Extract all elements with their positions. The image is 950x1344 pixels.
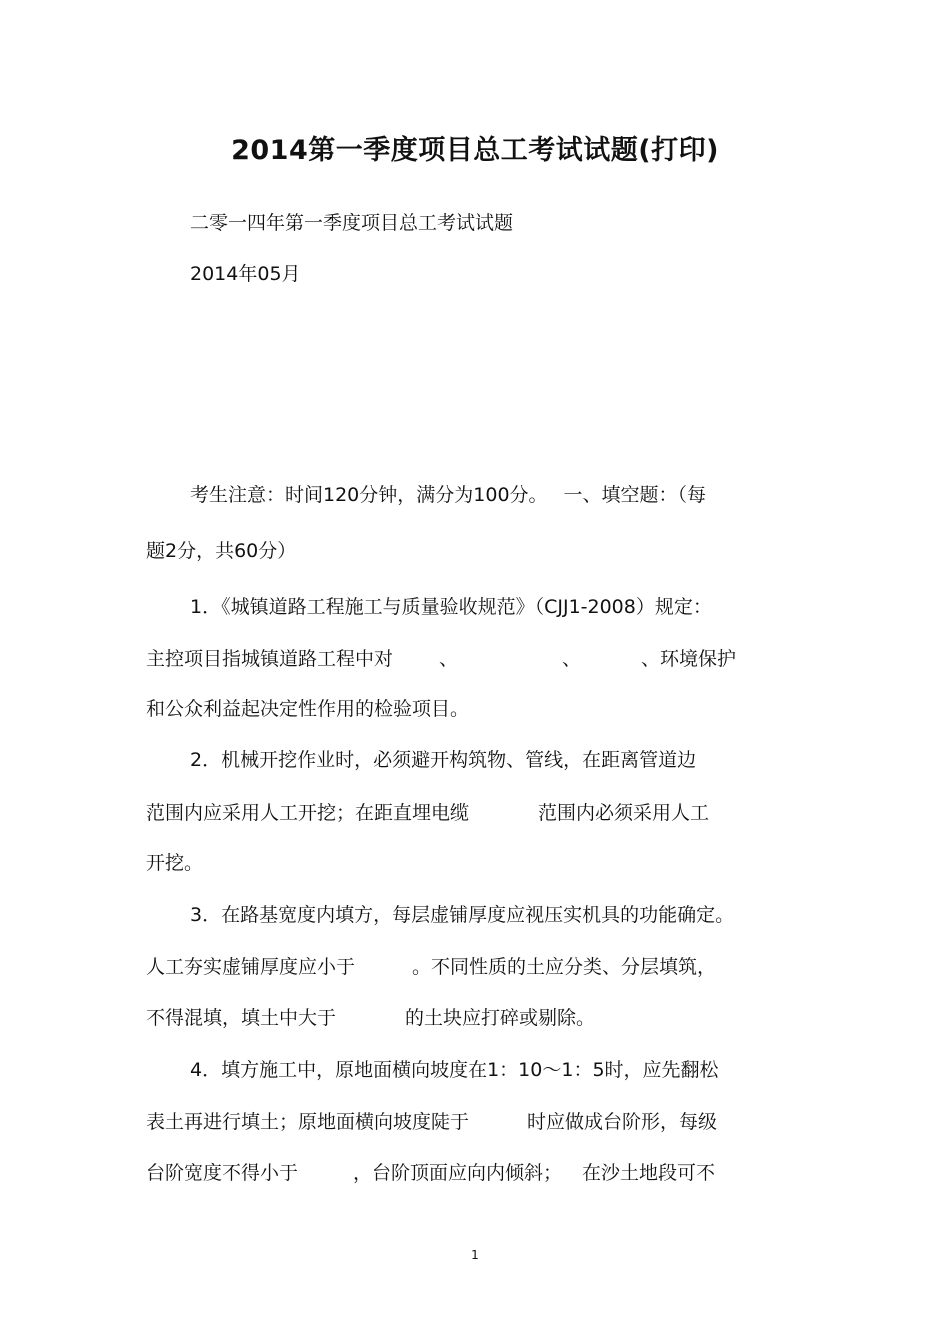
notice-text: 考生注意：时间120分钟，满分为100分。 (190, 484, 548, 506)
notice-line-1 (190, 483, 706, 507)
question-1-line-3: 和公众利益起决定性作用的检验项目。 (146, 698, 470, 720)
question-3-line-3: 不得混填，填土中大于 的土块应打碎或剔除。 (146, 1007, 596, 1029)
date: 2014年05月 (190, 263, 301, 285)
question-2-line-2: 范围内应采用人工开挖；在距直埋电缆 范围内必须采用人工 (146, 802, 710, 824)
document-title: 2014第一季度项目总工考试试题(打印) (231, 135, 719, 166)
question-4-line-1: 4．填方施工中，原地面横向坡度在1：10～1：5时，应先翻松 (190, 1059, 719, 1081)
section-heading: 一、填空题：（每 (563, 484, 707, 506)
question-1-line-2: 主控项目指城镇道路工程中对 、 、 、环境保护 (146, 648, 737, 670)
question-3-line-1: 3．在路基宽度内填方，每层虚铺厚度应视压实机具的功能确定。 (190, 904, 735, 926)
question-4-line-3: 台阶宽度不得小于 ，台阶顶面应向内倾斜； 在沙土地段可不 (146, 1162, 716, 1184)
question-1-line-1: 1．《城镇道路工程施工与质量验收规范》（CJJ1-2008）规定： (190, 596, 712, 618)
page-number: 1 (471, 1248, 479, 1262)
question-4-line-2: 表土再进行填土；原地面横向坡度陡于 时应做成台阶形，每级 (146, 1111, 718, 1133)
question-3-line-2: 人工夯实虚铺厚度应小于 。不同性质的土应分类、分层填筑， (146, 956, 717, 978)
question-2-line-3: 开挖。 (146, 852, 204, 874)
notice-line-2: 题2分，共60分） (146, 540, 297, 562)
question-2-line-1: 2．机械开挖作业时，必须避开构筑物、管线，在距离管道边 (190, 749, 697, 771)
subtitle: 二零一四年第一季度项目总工考试试题 (190, 212, 514, 234)
